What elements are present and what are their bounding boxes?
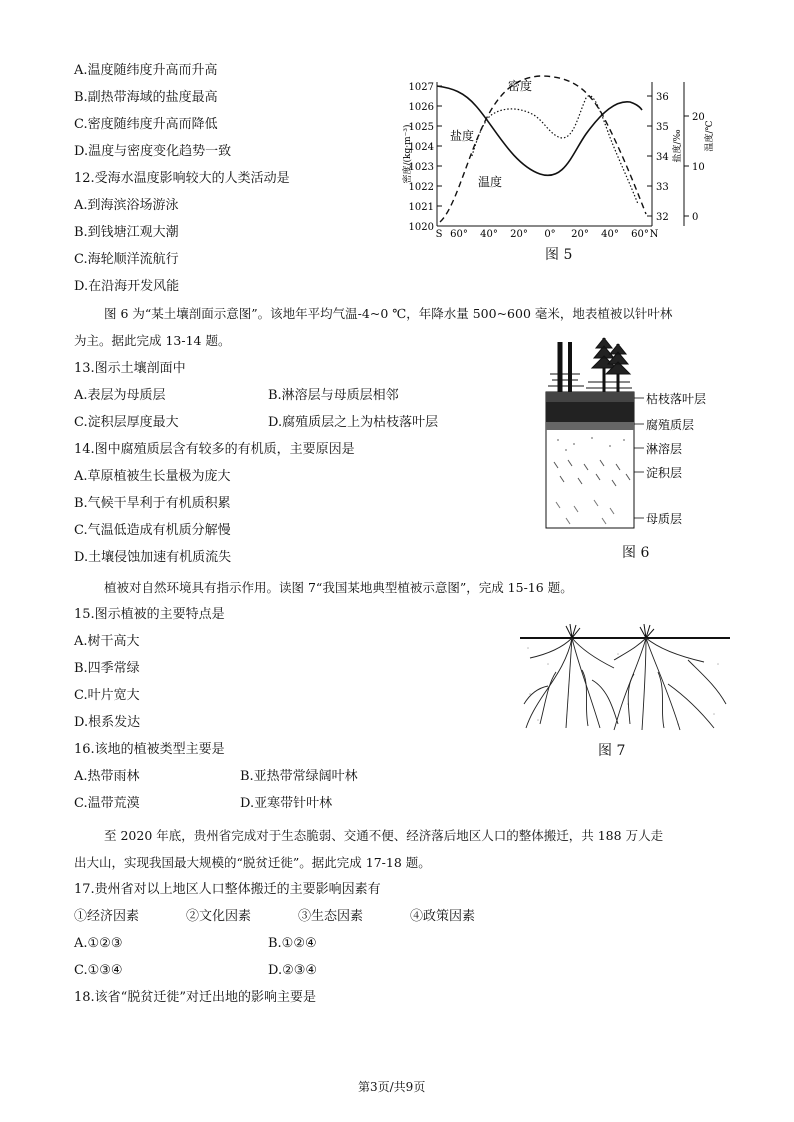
q18-stem: 18.该省“脱贫迁徙”对迁出地的影响主要是 (74, 990, 316, 1005)
figure-6-soil-profile (540, 334, 730, 534)
figure-6-caption: 图 6 (622, 545, 650, 561)
q17-factor-1: ①经济因素 (74, 909, 140, 924)
density-axis-label: 密度/(kg·m⁻³) (403, 124, 413, 184)
salinity-curve-label: 盐度 (450, 129, 475, 143)
salinity-tick: 33 (656, 182, 669, 193)
density-tick: 1026 (408, 102, 434, 113)
conifer-trees-illustration (548, 338, 632, 392)
passage-17-18-line1: 至 2020 年底，贵州省完成对于生态脆弱、交通不便、经济落后地区人口的整体搬迁，共 188 万人走 (104, 828, 664, 843)
q15-option-b: B.四季常绿 (74, 661, 140, 676)
q16-option-b: B.亚热带常绿阔叶林 (240, 769, 358, 784)
q12-option-d: D.在沿海开发风能 (74, 279, 180, 294)
temperature-tick: 20 (692, 112, 705, 123)
figure-7-caption: 图 7 (598, 743, 626, 759)
figure-7-vegetation (518, 624, 732, 734)
q17-factor-2: ②文化因素 (186, 909, 252, 924)
q16-option-c: C.温带荒漠 (74, 796, 140, 811)
shrub-tufts (566, 624, 654, 638)
density-curve-label: 密度 (508, 79, 533, 93)
passage-17-18-line2: 出大山，实现我国最大规模的“脱贫迁徙”。据此完成 17-18 题。 (74, 855, 431, 870)
q14-option-b: B.气候干旱利于有机质积累 (74, 496, 231, 511)
layer-label-eluvial: 淋溶层 (646, 442, 683, 456)
passage-13-14-line2: 为主。据此完成 13-14 题。 (74, 333, 231, 348)
salinity-tick: 35 (656, 122, 669, 133)
q15-stem: 15.图示植被的主要特点是 (74, 607, 225, 622)
figure-5-chart (390, 74, 730, 264)
q13-option-b: B.淋溶层与母质层相邻 (268, 388, 399, 403)
q14-option-a: A.草原植被生长量极为庞大 (74, 469, 231, 484)
temperature-ticks (684, 112, 705, 223)
temperature-curve (440, 76, 646, 222)
q15-option-a: A.树干高大 (74, 634, 140, 649)
figure-5-caption: 图 5 (545, 247, 573, 263)
temperature-curve-label: 温度 (478, 175, 503, 189)
density-tick: 1025 (408, 122, 434, 133)
x-tick: 0° (544, 229, 556, 240)
x-tick: 20° (510, 229, 528, 240)
density-tick: 1023 (408, 162, 434, 173)
q16-option-a: A.热带雨林 (74, 769, 140, 784)
q13-stem: 13.图示土壤剖面中 (74, 361, 186, 376)
page-footer: 第3页/共9页 (358, 1080, 426, 1094)
x-tick: 20° (571, 229, 589, 240)
x-tick: 60° (450, 229, 468, 240)
q15-option-c: C.叶片宽大 (74, 688, 140, 703)
temperature-tick: 10 (692, 162, 705, 173)
density-tick: 1027 (408, 82, 434, 93)
x-tick: 40° (601, 229, 619, 240)
layer-label-illuvial: 淀积层 (646, 466, 683, 480)
q12-option-b: B.到钱塘江观大潮 (74, 225, 179, 240)
q13-option-a: A.表层为母质层 (74, 388, 166, 403)
passage-15-16: 植被对自然环境具有指示作用。读图 7“我国某地典型植被示意图”，完成 15-16 题。 (104, 580, 573, 595)
q16-stem: 16.该地的植被类型主要是 (74, 742, 225, 757)
salinity-tick: 32 (656, 212, 669, 223)
q14-option-c: C.气温低造成有机质分解慢 (74, 523, 231, 538)
density-tick: 1020 (408, 222, 434, 233)
q12-option-a: A.到海滨浴场游泳 (74, 198, 179, 213)
x-tick: N (649, 229, 659, 240)
layer-label-parent-material: 母质层 (646, 512, 683, 526)
q15-option-d: D.根系发达 (74, 715, 141, 730)
q17-option-a: A.①②③ (74, 936, 123, 951)
q11-option-a: A.温度随纬度升高而升高 (74, 63, 218, 78)
temperature-tick: 0 (692, 212, 699, 223)
salinity-tick: 34 (656, 152, 669, 163)
q14-stem: 14.图中腐殖质层含有较多的有机质，主要原因是 (74, 442, 355, 457)
q13-option-c: C.淀积层厚度最大 (74, 415, 179, 430)
x-tick: S (435, 229, 443, 240)
q11-option-d: D.温度与密度变化趋势一致 (74, 144, 232, 159)
q17-option-d: D.②③④ (268, 963, 318, 978)
density-tick: 1021 (408, 202, 434, 213)
q17-factor-4: ④政策因素 (410, 909, 476, 924)
x-tick: 60° (631, 229, 649, 240)
salinity-axis-label: 盐度/‰ (673, 129, 683, 163)
q14-option-d: D.土壤侵蚀加速有机质流失 (74, 550, 232, 565)
salinity-ticks (647, 92, 669, 223)
q17-option-b: B.①②④ (268, 936, 317, 951)
density-tick: 1022 (408, 182, 434, 193)
latitude-ticks (436, 229, 659, 240)
density-tick: 1024 (408, 142, 434, 153)
layer-label-litter: 枯枝落叶层 (646, 392, 707, 406)
salinity-tick: 36 (656, 92, 669, 103)
x-tick: 40° (480, 229, 498, 240)
q13-option-d: D.腐殖质层之上为枯枝落叶层 (268, 415, 439, 430)
layer-label-humus: 腐殖质层 (646, 418, 695, 432)
q17-option-c: C.①③④ (74, 963, 123, 978)
q12-option-c: C.海轮顺洋流航行 (74, 252, 179, 267)
q17-stem: 17.贵州省对以上地区人口整体搬迁的主要影响因素有 (74, 882, 381, 897)
q11-option-c: C.密度随纬度升高而降低 (74, 117, 218, 132)
temperature-axis-label: 温度/℃ (705, 120, 715, 152)
q16-option-d: D.亚寒带针叶林 (240, 796, 333, 811)
q17-factor-3: ③生态因素 (298, 909, 364, 924)
q11-option-b: B.副热带海域的盐度最高 (74, 90, 218, 105)
q12-stem: 12.受海水温度影响较大的人类活动是 (74, 171, 290, 186)
passage-13-14-line1: 图 6 为“某土壤剖面示意图”。该地年平均气温-4~0 ℃，年降水量 500~600 毫米，地表植被以针叶林 (104, 306, 673, 321)
